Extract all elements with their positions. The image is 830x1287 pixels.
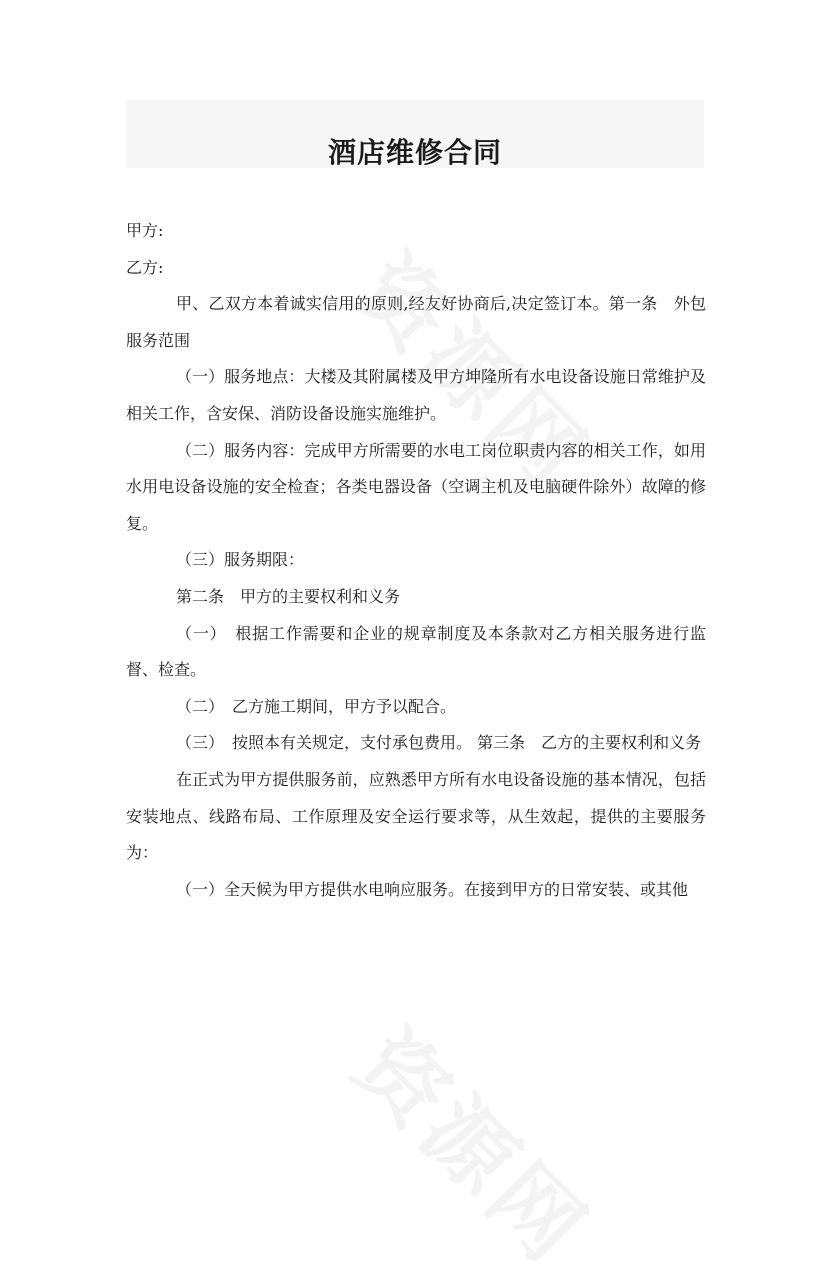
document-body (126, 213, 706, 908)
party-a-line: 甲方: (126, 221, 164, 240)
clause-2-item-2: （二） 乙方施工期间，甲方予以配合。 (176, 696, 457, 716)
clause-1-item-3: （三）服务期限： (176, 550, 305, 570)
clause-2-heading: 第二条 甲方的主要权利和义务 (176, 586, 401, 606)
clause-3-item-1: （一）全天候为甲方提供水电响应服务。在接到甲方的日常安装、或其他 (176, 879, 689, 899)
watermark (332, 999, 621, 1287)
clause-2-item-3: （三） 按照本有关规定，支付承包费用。 第三条 乙方的主要权利和义务 (176, 733, 702, 753)
clause-2-item-1: （一） 根据工作需要和企业的规章制度及本条款对乙方相关服务进行监督、检查。 (126, 623, 706, 680)
clause-1-item-2: （二）服务内容：完成甲方所需要的水电工岗位职责内容的相关工作，如用水用电设备设施的安全检查；各类电器设备（空调主机及电脑硬件除外）故障的修复。 (126, 440, 706, 533)
document-title: 酒店维修合同 (327, 135, 502, 169)
party-b-line: 乙方: (126, 257, 164, 277)
preamble-paragraph: 甲、乙双方本着诚实信用的原则,经友好协商后,决定签订本。第一条 外包服务范围 (126, 294, 706, 350)
clause-1-item-1: （一）服务地点：大楼及其附属楼及甲方坤隆所有水电设备设施日常维护及相关工作，含安保、消防设备设施实施维护。 (126, 367, 706, 423)
clause-3-intro: 在正式为甲方提供服务前，应熟悉甲方所有水电设备设施的基本情况，包括安装地点、线路布局、工作原理及安全运行要求等，从生效起，提供的主要服务为： (126, 769, 706, 863)
